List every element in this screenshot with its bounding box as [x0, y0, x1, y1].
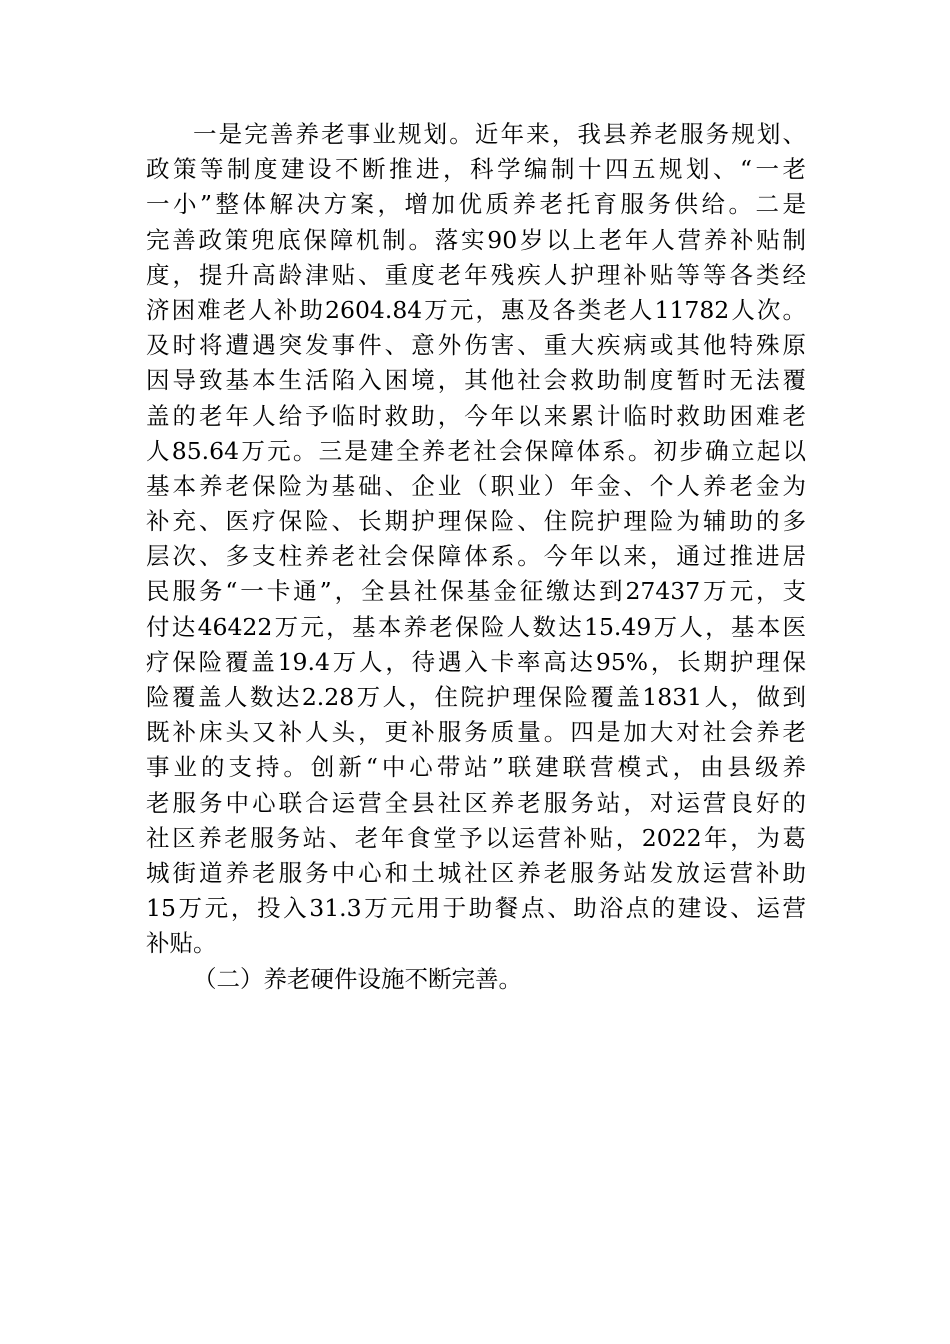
paragraph-line: 既补床头又补人头，更补服务质量。四是加大对社会养老	[146, 718, 806, 747]
paragraph-line: 完善政策兜底保障机制。落实90岁以上老年人营养补贴制	[146, 225, 806, 254]
paragraph-line: 一小”整体解决方案，增加优质养老托育服务供给。二是	[146, 190, 806, 219]
paragraph-line: 度，提升高龄津贴、重度老年残疾人护理补贴等等各类经	[146, 260, 806, 289]
paragraph-line: 付达46422万元，基本养老保险人数达15.49万人，基本医	[146, 612, 806, 641]
paragraph-line: 社区养老服务站、老年食堂予以运营补贴，2022年，为葛	[146, 823, 806, 852]
paragraph-line: 补贴。	[146, 929, 217, 958]
document-body	[146, 117, 806, 997]
paragraph-line: 因导致基本生活陷入困境，其他社会救助制度暂时无法覆	[146, 366, 806, 395]
paragraph-line: 及时将遭遇突发事件、意外伤害、重大疾病或其他特殊原	[146, 331, 806, 360]
paragraph-line: 15万元，投入31.3万元用于助餐点、助浴点的建设、运营	[146, 894, 806, 923]
paragraph-line: 基本养老保险为基础、企业（职业）年金、个人养老金为	[146, 471, 806, 500]
paragraph-line: 补充、医疗保险、长期护理保险、住院护理险为辅助的多	[146, 507, 806, 536]
paragraph-line: 人85.64万元。三是建全养老社会保障体系。初步确立起以	[146, 436, 806, 465]
paragraph-line: 民服务“一卡通”，全县社保基金征缴达到27437万元，支	[146, 577, 806, 606]
paragraph-line: 济困难老人补助2604.84万元，惠及各类老人11782人次。	[146, 295, 806, 324]
paragraph-line: 政策等制度建设不断推进，科学编制十四五规划、“一老	[146, 155, 806, 184]
paragraph-line: 盖的老年人给予临时救助，今年以来累计临时救助困难老	[146, 401, 806, 430]
paragraph-line: 层次、多支柱养老社会保障体系。今年以来，通过推进居	[146, 542, 806, 571]
paragraph-line: 城街道养老服务中心和土城社区养老服务站发放运营补助	[146, 858, 806, 887]
paragraph-line: 疗保险覆盖19.4万人，待遇入卡率高达95%，长期护理保	[146, 647, 806, 676]
paragraph-line: 一是完善养老事业规划。近年来，我县养老服务规划、	[193, 120, 806, 148]
paragraph-line: 老服务中心联合运营全县社区养老服务站，对运营良好的	[146, 788, 806, 817]
paragraph-line: 险覆盖人数达2.28万人，住院护理保险覆盖1831人，做到	[146, 683, 806, 711]
paragraph-line: 事业的支持。创新“中心带站”联建联营模式，由县级养	[146, 753, 806, 782]
section-heading: （二）养老硬件设施不断完善。	[193, 964, 522, 993]
paragraph	[146, 117, 806, 962]
